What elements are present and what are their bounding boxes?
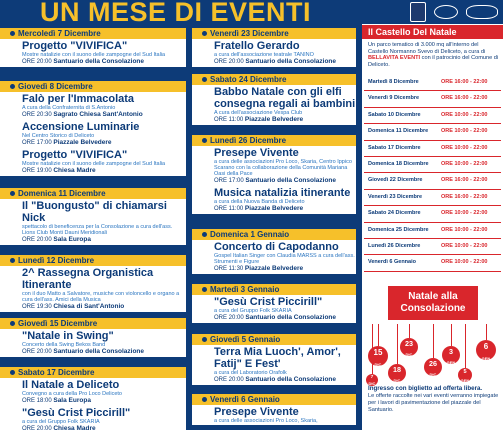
event-title: Accensione Luminarie: [22, 121, 140, 133]
date-ornament: 3 GEN: [442, 346, 460, 364]
ornament-string: [409, 324, 410, 338]
event-title: Presepe Vivente: [214, 147, 299, 159]
event-subtitle: a cura delle associazioni Pro Loco, Skaria,: [214, 418, 318, 424]
event-time-place: ORE 20:00 Sala Europa: [22, 236, 91, 243]
schedule-hours: ORE 10:00 - 22:00: [441, 242, 488, 249]
schedule-day: Venerdì 23 Dicembre: [368, 193, 423, 200]
event-block: [0, 188, 186, 245]
schedule-row: [364, 141, 501, 157]
event-item: [192, 85, 356, 125]
event-date: Domenica 11 Dicembre: [0, 188, 186, 199]
date-ornament: 6 GEN: [476, 340, 496, 360]
event-block: [192, 135, 356, 214]
event-subtitle: a cura della Nuova Banda di Deliceto: [214, 199, 305, 205]
castello-intro: Un parco tematico di 3.000 mq all'interno del Castello Normanno Svevo di Deliceto, a cura di BELLAVITA EVENTI con il patrocinio del Comune di Deliceto.: [368, 42, 499, 68]
schedule-day: Venerdì 6 Gennaio: [368, 259, 416, 266]
event-item: [192, 295, 356, 323]
event-item: [0, 199, 186, 245]
event-time-place: ORE 20:30 Sagrato Chiesa Sant'Antonio: [22, 111, 143, 118]
logo-icon: [466, 5, 498, 19]
event-time-place: ORE 20:00 Santuario della Consolazione: [214, 58, 337, 65]
schedule-row: [364, 157, 501, 173]
event-subtitle: a cura dell'associazione teatrale TANINO: [214, 52, 314, 58]
event-subtitle: spettacolo di beneficenza per la Consolazione a cura dell'ass. Lions Club Monti Dauni Meridionali: [22, 224, 173, 236]
event-date: Domenica 1 Gennaio: [192, 229, 356, 240]
event-subtitle: Mostre natalizie con il suono delle zampogne del Sud Italia: [22, 161, 166, 167]
schedule-day: Sabato 17 Dicembre: [368, 144, 421, 151]
schedule-day: Domenica 25 Dicembre: [368, 226, 429, 233]
ornament-string: [378, 324, 379, 346]
event-block: [0, 367, 186, 430]
castello-schedule: [364, 75, 501, 272]
schedule-hours: ORE 10:00 - 22:00: [441, 111, 488, 118]
event-date: Mercoledì 7 Dicembre: [0, 28, 186, 39]
schedule-row: [364, 223, 501, 239]
schedule-day: Domenica 18 Dicembre: [368, 160, 429, 167]
schedule-row: [364, 190, 501, 206]
event-subtitle: a cura del Gruppo Folk SKARIA: [214, 308, 292, 314]
schedule-day: Domenica 11 Dicembre: [368, 128, 429, 135]
schedule-hours: ORE 10:00 - 22:00: [441, 226, 488, 233]
event-item: [0, 329, 186, 357]
event-block: [0, 255, 186, 312]
event-date: Sabato 24 Dicembre: [192, 74, 356, 85]
event-date: Giovedì 15 Dicembre: [0, 318, 186, 329]
event-item: [192, 186, 356, 214]
bullet-icon: [202, 287, 207, 292]
event-subtitle: A cura dell'associazione Vespa Club: [214, 110, 303, 116]
bullet-icon: [202, 138, 207, 143]
event-title: Il Natale a Deliceto: [22, 379, 120, 391]
schedule-hours: ORE 16:00 - 22:00: [441, 193, 488, 200]
event-time-place: ORE 19:00 Chiesa Madre: [22, 167, 96, 174]
event-time-place: ORE 20:00 Chiesa Madre: [22, 425, 96, 430]
event-date: Venerdì 6 Gennaio: [192, 394, 356, 405]
schedule-row: [364, 173, 501, 189]
schedule-row: [364, 91, 501, 107]
event-title: Terra Mia Luoch', Amor', Fatij" E Fest': [214, 346, 341, 370]
event-block: [192, 74, 356, 125]
schedule-row: [364, 75, 501, 91]
bullet-icon: [202, 337, 207, 342]
event-block: [0, 81, 186, 176]
event-time-place: ORE 20:00 Santuario della Consolazione: [22, 58, 145, 65]
event-title: "Natale in Swing": [22, 330, 114, 342]
event-item: [0, 39, 186, 67]
schedule-hours: ORE 10:00 - 22:00: [441, 128, 488, 135]
ornament-string: [433, 324, 434, 358]
bullet-icon: [202, 232, 207, 237]
bullet-icon: [202, 77, 207, 82]
page-title: UN MESE DI EVENTI: [40, 0, 312, 27]
event-subtitle: a cura del Laboratorio Orafolk: [214, 370, 287, 376]
event-item: [0, 92, 186, 120]
date-ornament: 7 DIC: [366, 374, 378, 386]
event-title: "Gesù Crist Piccirill": [22, 407, 131, 419]
schedule-day: Sabato 10 Dicembre: [368, 111, 421, 118]
schedule-day: Sabato 24 Dicembre: [368, 210, 421, 217]
event-date: Giovedì 8 Dicembre: [0, 81, 186, 92]
event-time-place: ORE 11:30 Piazzale Belvedere: [214, 265, 304, 272]
event-subtitle: con il duo Matto a Salvatore, musiche con violoncello e organo a cura dell'ass. Amici della Musica: [22, 291, 180, 303]
event-item: [192, 39, 356, 67]
event-block: [0, 318, 186, 357]
ornament-string: [486, 324, 487, 340]
schedule-hours: ORE 16:00 - 22:00: [441, 79, 488, 85]
event-date: Venerdì 23 Dicembre: [192, 28, 356, 39]
date-ornament: 18 DIC: [388, 364, 406, 382]
event-item: [192, 146, 356, 186]
date-ornament: 5 GEN: [458, 368, 472, 382]
event-title: Progetto "VIVIFICA": [22, 149, 128, 161]
event-subtitle: a cura delle associazioni Pro Loco, Skaria, Centro Ippico Scarano con la collaborazione della Comunità Mariana Oasi della Pace: [214, 159, 352, 177]
event-time-place: ORE 11:00 Piazzale Belvedere: [214, 116, 304, 123]
crest-icon: [410, 2, 426, 22]
event-title: Il "Buongusto" di chiamarsi Nick: [22, 200, 167, 224]
event-time-place: ORE 20:00 Santuario della Consolazione: [214, 314, 337, 321]
bullet-icon: [10, 191, 15, 196]
schedule-day: Lunedì 26 Dicembre: [368, 242, 421, 249]
event-block: [192, 28, 356, 67]
schedule-hours: ORE 10:00 - 22:00: [441, 160, 488, 167]
date-ornament: 23 DIC: [400, 338, 418, 356]
event-subtitle: Convegno a cura della Pro Loco Deliceto: [22, 391, 122, 397]
event-item: [192, 345, 356, 385]
ornament-string: [451, 324, 452, 346]
event-item: [0, 120, 186, 148]
event-date: Lunedì 26 Dicembre: [192, 135, 356, 146]
event-time-place: ORE 20:00 Santuario della Consolazione: [22, 348, 145, 355]
event-subtitle: a cura del Gruppo Folk SKARIA: [22, 419, 100, 425]
castello-header: Il Castello Del Natale: [362, 25, 503, 39]
schedule-day: Giovedì 22 Dicembre: [368, 177, 423, 184]
event-item: [0, 266, 186, 312]
schedule-day: Martedì 8 Dicembre: [368, 79, 419, 85]
schedule-hours: ORE 10:00 - 22:00: [441, 210, 488, 217]
bullet-icon: [10, 31, 15, 36]
event-subtitle: A cura della Confraternita di S.Antonio: [22, 105, 116, 111]
event-title: Fratello Gerardo: [214, 40, 300, 52]
event-subtitle: Nel Centro Storico di Deliceto: [22, 133, 95, 139]
schedule-day: Venerdì 9 Dicembre: [368, 95, 420, 102]
bullet-icon: [10, 258, 15, 263]
schedule-row: [364, 255, 501, 271]
schedule-row: [364, 206, 501, 222]
event-item: [0, 148, 186, 176]
event-title: Musica natalizia itinerante: [214, 187, 351, 199]
bullet-icon: [10, 84, 15, 89]
event-block: [192, 394, 356, 425]
schedule-hours: ORE 16:00 - 22:00: [441, 95, 488, 102]
bullet-icon: [202, 397, 207, 402]
event-time-place: ORE 20:00 Santuario della Consolazione: [214, 376, 337, 383]
date-ornament: 15 DIC: [368, 346, 388, 366]
event-time-place: ORE 18:00 Sala Europa: [22, 397, 91, 404]
schedule-hours: ORE 10:00 - 22:00: [441, 259, 488, 266]
event-time-place: ORE 17:00 Piazzale Belvedere: [22, 139, 112, 146]
event-subtitle: Mostre natalizie con il suono delle zampogne del Sud Italia: [22, 52, 166, 58]
bullet-icon: [202, 31, 207, 36]
event-title: Presepe Vivente: [214, 406, 299, 418]
schedule-hours: ORE 16:00 - 22:00: [441, 177, 488, 184]
event-block: [0, 28, 186, 67]
schedule-row: [364, 124, 501, 140]
ornament-dates: [362, 324, 503, 387]
event-date: Sabato 17 Dicembre: [0, 367, 186, 378]
schedule-row: [364, 239, 501, 255]
event-item: [192, 240, 356, 274]
event-date: Lunedì 12 Dicembre: [0, 255, 186, 266]
natale-consolazione-banner: Natale alla Consolazione: [388, 286, 478, 320]
ornament-string: [465, 324, 466, 368]
event-time-place: ORE 17:00 Santuario della Consolazione: [214, 177, 337, 184]
event-title: 2^ Rassegna Organistica Itinerante: [22, 267, 154, 291]
event-title: Babbo Natale con gli elfi consegna regali ai bambini: [214, 86, 356, 110]
castello-panel: [362, 24, 503, 430]
event-time-place: ORE 19:30 Chiesa di Sant'Antonio: [22, 303, 125, 310]
event-date: Martedì 3 Gennaio: [192, 284, 356, 295]
ornament-string: [372, 324, 373, 374]
offer-notice: Ingresso con biglietto ad offerta libera. Le offerte raccolte nei vari eventi verranno impiegate per i lavori di pavimentazione del piazzale del Santuario.: [368, 385, 499, 413]
event-date: Giovedì 5 Gennaio: [192, 334, 356, 345]
event-time-place: ORE 11:00 Piazzale Belvedere: [214, 205, 304, 212]
event-subtitle: Concerto della Swing Bekos Band: [22, 342, 106, 348]
event-item: [192, 405, 356, 425]
event-title: Progetto "VIVIFICA": [22, 40, 128, 52]
event-block: [192, 229, 356, 274]
bullet-icon: [10, 370, 15, 375]
event-item: [0, 378, 186, 406]
event-title: Concerto di Capodanno: [214, 241, 339, 253]
ornament-string: [397, 324, 398, 364]
date-ornament: 26 DIC: [424, 358, 442, 376]
event-item: [0, 406, 186, 430]
bullet-icon: [10, 321, 15, 326]
schedule-hours: ORE 10:00 - 22:00: [441, 144, 488, 151]
event-block: [192, 334, 356, 385]
event-subtitle: Gospel Italian Singer con Claudia MARSS a cura dell'ass. Strumenti e Figure: [214, 253, 355, 265]
schedule-row: [364, 108, 501, 124]
event-title: Falò per l'Immacolata: [22, 93, 135, 105]
logo-icon: [434, 5, 458, 19]
sponsor-logos: [410, 2, 498, 20]
event-title: "Gesù Crist Piccirill": [214, 296, 323, 308]
event-block: [192, 284, 356, 323]
